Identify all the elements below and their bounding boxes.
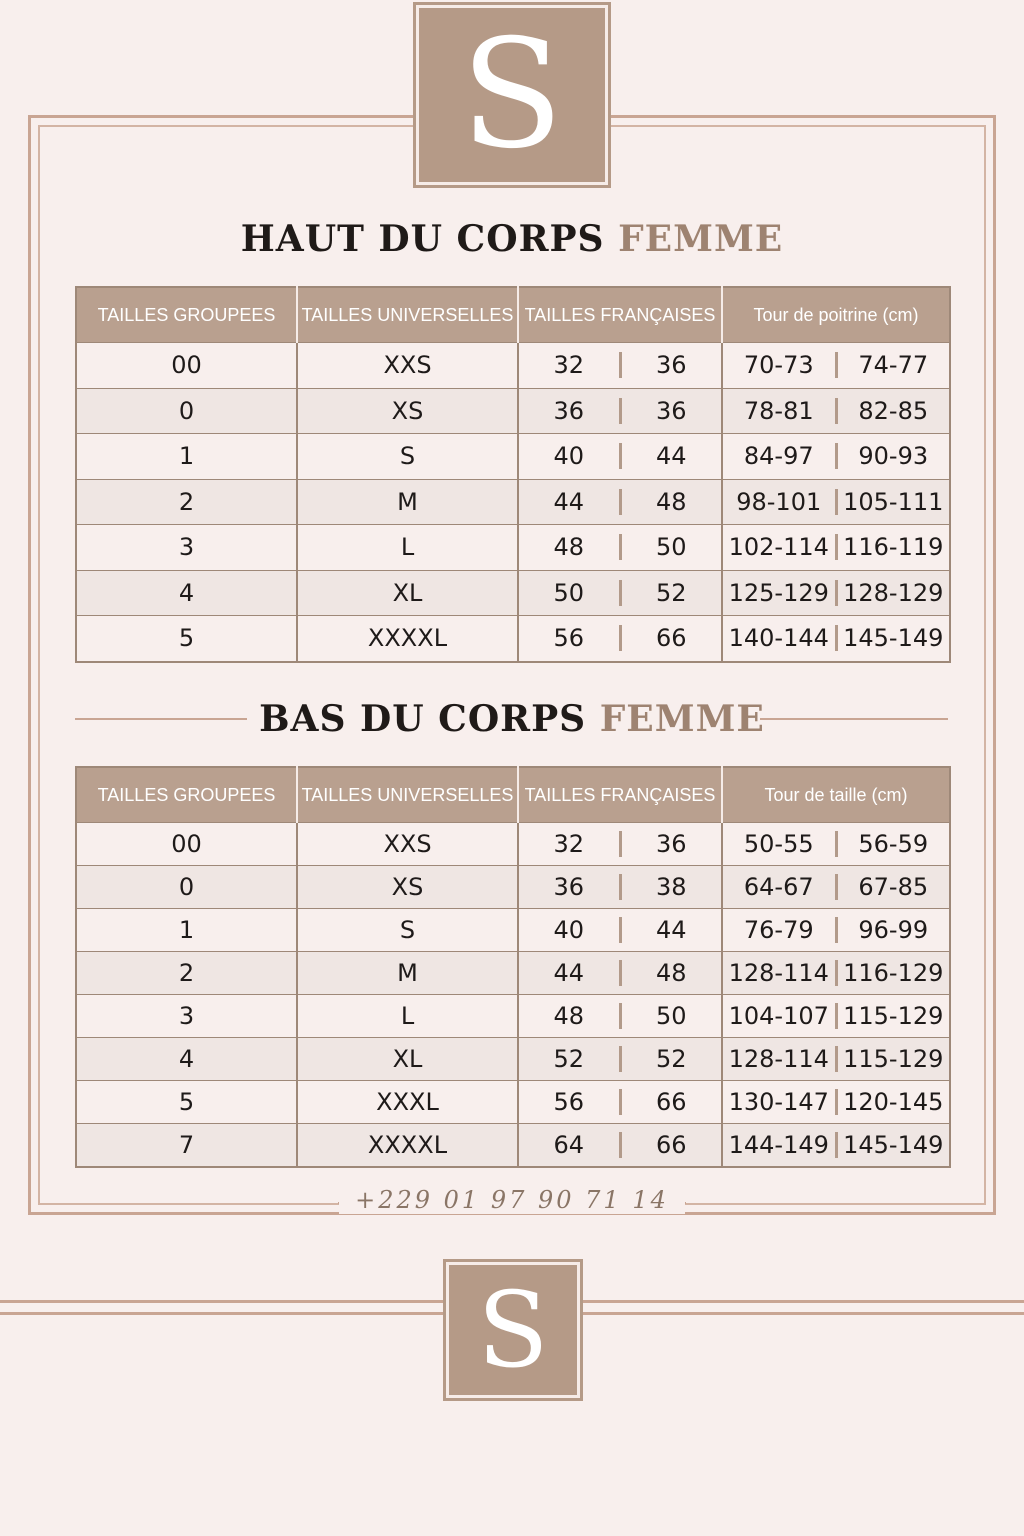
measure-range-a: 130-147	[728, 1088, 829, 1116]
french-size-cell	[518, 525, 722, 571]
french-size-cell	[518, 909, 722, 952]
french-size-cell	[518, 1038, 722, 1081]
table-row	[76, 434, 950, 480]
group-size-cell: 1	[76, 909, 297, 952]
measure-range-b: 115-129	[843, 1045, 944, 1073]
group-size-cell: 5	[76, 616, 297, 662]
french-size-cell	[518, 434, 722, 480]
measure-range-b: 145-149	[843, 624, 944, 653]
french-size-b: 48	[655, 959, 687, 987]
french-size-b: 36	[655, 396, 687, 425]
french-size-a: 48	[553, 533, 585, 562]
measure-cell	[722, 479, 950, 525]
measure-range-a: 140-144	[728, 624, 829, 653]
column-header: TAILLES FRANÇAISES	[518, 287, 722, 343]
table-row	[76, 952, 950, 995]
universal-size-cell: XS	[297, 388, 518, 434]
french-size-a: 64	[553, 1131, 585, 1159]
measure-range-a: 98-101	[736, 487, 822, 516]
brand-monogram: S	[477, 1269, 549, 1391]
lower-title-main: BAS DU CORPS	[259, 698, 587, 740]
french-size-a: 44	[553, 959, 585, 987]
table-row	[76, 1124, 950, 1168]
measure-range-a: 128-114	[728, 1045, 829, 1073]
measure-cell	[722, 1038, 950, 1081]
measure-cell	[722, 866, 950, 909]
french-size-cell	[518, 570, 722, 616]
french-size-a: 52	[553, 1045, 585, 1073]
table-row	[76, 1081, 950, 1124]
measure-range-b: 116-119	[843, 533, 944, 562]
french-size-a: 32	[553, 830, 585, 858]
french-size-cell	[518, 995, 722, 1038]
french-size-b: 36	[655, 351, 687, 380]
measure-range-b: 67-85	[858, 873, 929, 901]
column-header: TAILLES FRANÇAISES	[518, 767, 722, 823]
table-row	[76, 616, 950, 662]
column-header: TAILLES GROUPEES	[76, 767, 297, 823]
universal-size-cell: XXS	[297, 823, 518, 866]
measure-range-b: 105-111	[843, 487, 944, 516]
french-size-a: 40	[553, 916, 585, 944]
table-row	[76, 866, 950, 909]
table-row	[76, 995, 950, 1038]
measure-cell	[722, 995, 950, 1038]
measure-cell	[722, 909, 950, 952]
universal-size-cell: M	[297, 479, 518, 525]
table-row	[76, 909, 950, 952]
table-row	[76, 388, 950, 434]
universal-size-cell: XXXL	[297, 1081, 518, 1124]
measure-range-a: 102-114	[728, 533, 829, 562]
measure-cell	[722, 1081, 950, 1124]
group-size-cell: 0	[76, 866, 297, 909]
measure-range-b: 90-93	[858, 442, 929, 471]
french-size-b: 44	[655, 442, 687, 471]
group-size-cell: 00	[76, 823, 297, 866]
measure-range-a: 78-81	[743, 396, 814, 425]
measure-range-a: 125-129	[728, 578, 829, 607]
table-row	[76, 525, 950, 571]
group-size-cell: 3	[76, 525, 297, 571]
french-size-b: 50	[655, 1002, 687, 1030]
measure-cell	[722, 525, 950, 571]
column-header: TAILLES UNIVERSELLES	[297, 287, 518, 343]
upper-title-main: HAUT DU CORPS	[240, 218, 605, 260]
measure-range-a: 84-97	[743, 442, 814, 471]
table-header-row	[76, 287, 950, 343]
universal-size-cell: XS	[297, 866, 518, 909]
french-size-cell	[518, 1124, 722, 1168]
universal-size-cell: XXXXL	[297, 1124, 518, 1168]
french-size-a: 56	[553, 1088, 585, 1116]
french-size-a: 36	[553, 396, 585, 425]
brand-monogram: S	[460, 8, 564, 182]
french-size-cell	[518, 479, 722, 525]
french-size-b: 66	[655, 1131, 687, 1159]
measure-range-a: 50-55	[743, 830, 814, 858]
french-size-b: 50	[655, 533, 687, 562]
group-size-cell: 4	[76, 570, 297, 616]
universal-size-cell: S	[297, 909, 518, 952]
column-header: TAILLES UNIVERSELLES	[297, 767, 518, 823]
brand-logo-bottom	[446, 1262, 580, 1398]
universal-size-cell: XL	[297, 570, 518, 616]
french-size-a: 44	[553, 487, 585, 516]
table-row	[76, 479, 950, 525]
measure-cell	[722, 952, 950, 995]
table-row	[76, 823, 950, 866]
column-header: Tour de poitrine (cm)	[722, 287, 950, 343]
french-size-cell	[518, 1081, 722, 1124]
column-header: Tour de taille (cm)	[722, 767, 950, 823]
group-size-cell: 3	[76, 995, 297, 1038]
french-size-cell	[518, 616, 722, 662]
french-size-cell	[518, 343, 722, 389]
column-header: TAILLES GROUPEES	[76, 287, 297, 343]
lower-body-title	[0, 698, 1024, 740]
measure-cell	[722, 388, 950, 434]
group-size-cell: 1	[76, 434, 297, 480]
french-size-a: 36	[553, 873, 585, 901]
french-size-a: 48	[553, 1002, 585, 1030]
table-row	[76, 1038, 950, 1081]
french-size-a: 50	[553, 578, 585, 607]
universal-size-cell: S	[297, 434, 518, 480]
measure-range-b: 115-129	[843, 1002, 944, 1030]
group-size-cell: 0	[76, 388, 297, 434]
table-row	[76, 570, 950, 616]
group-size-cell: 2	[76, 479, 297, 525]
french-size-cell	[518, 866, 722, 909]
french-size-a: 56	[553, 624, 585, 653]
french-size-b: 48	[655, 487, 687, 516]
universal-size-cell: XL	[297, 1038, 518, 1081]
french-size-b: 52	[655, 1045, 687, 1073]
measure-range-b: 74-77	[858, 351, 929, 380]
universal-size-cell: L	[297, 995, 518, 1038]
measure-range-b: 96-99	[858, 916, 929, 944]
measure-range-a: 76-79	[743, 916, 814, 944]
measure-range-b: 145-149	[843, 1131, 944, 1159]
french-size-a: 40	[553, 442, 585, 471]
brand-logo-top	[416, 5, 608, 185]
group-size-cell: 4	[76, 1038, 297, 1081]
table-header-row	[76, 767, 950, 823]
universal-size-cell: XXS	[297, 343, 518, 389]
measure-cell	[722, 570, 950, 616]
upper-body-title	[0, 218, 1024, 260]
french-size-b: 66	[655, 624, 687, 653]
measure-cell	[722, 434, 950, 480]
french-size-cell	[518, 388, 722, 434]
group-size-cell: 00	[76, 343, 297, 389]
group-size-cell: 2	[76, 952, 297, 995]
measure-range-b: 116-129	[843, 959, 944, 987]
upper-body-size-table	[75, 286, 951, 663]
group-size-cell: 5	[76, 1081, 297, 1124]
measure-range-a: 128-114	[728, 959, 829, 987]
table-row	[76, 343, 950, 389]
phone-number: +229 01 97 90 71 14	[339, 1186, 685, 1214]
measure-range-a: 104-107	[728, 1002, 829, 1030]
universal-size-cell: M	[297, 952, 518, 995]
lower-title-accent: FEMME	[599, 698, 765, 740]
french-size-b: 44	[655, 916, 687, 944]
upper-title-accent: FEMME	[618, 218, 784, 260]
measure-cell	[722, 616, 950, 662]
measure-cell	[722, 1124, 950, 1168]
french-size-b: 38	[655, 873, 687, 901]
french-size-b: 66	[655, 1088, 687, 1116]
measure-range-b: 56-59	[858, 830, 929, 858]
french-size-cell	[518, 823, 722, 866]
measure-range-b: 82-85	[858, 396, 929, 425]
french-size-b: 52	[655, 578, 687, 607]
group-size-cell: 7	[76, 1124, 297, 1168]
footer	[0, 1186, 1024, 1214]
universal-size-cell: L	[297, 525, 518, 571]
measure-cell	[722, 823, 950, 866]
french-size-b: 36	[655, 830, 687, 858]
measure-range-b: 128-129	[843, 578, 944, 607]
french-size-cell	[518, 952, 722, 995]
measure-range-a: 70-73	[743, 351, 814, 380]
measure-range-b: 120-145	[843, 1088, 944, 1116]
french-size-a: 32	[553, 351, 585, 380]
lower-body-size-table	[75, 766, 951, 1168]
measure-cell	[722, 343, 950, 389]
universal-size-cell: XXXXL	[297, 616, 518, 662]
measure-range-a: 144-149	[728, 1131, 829, 1159]
measure-range-a: 64-67	[743, 873, 814, 901]
